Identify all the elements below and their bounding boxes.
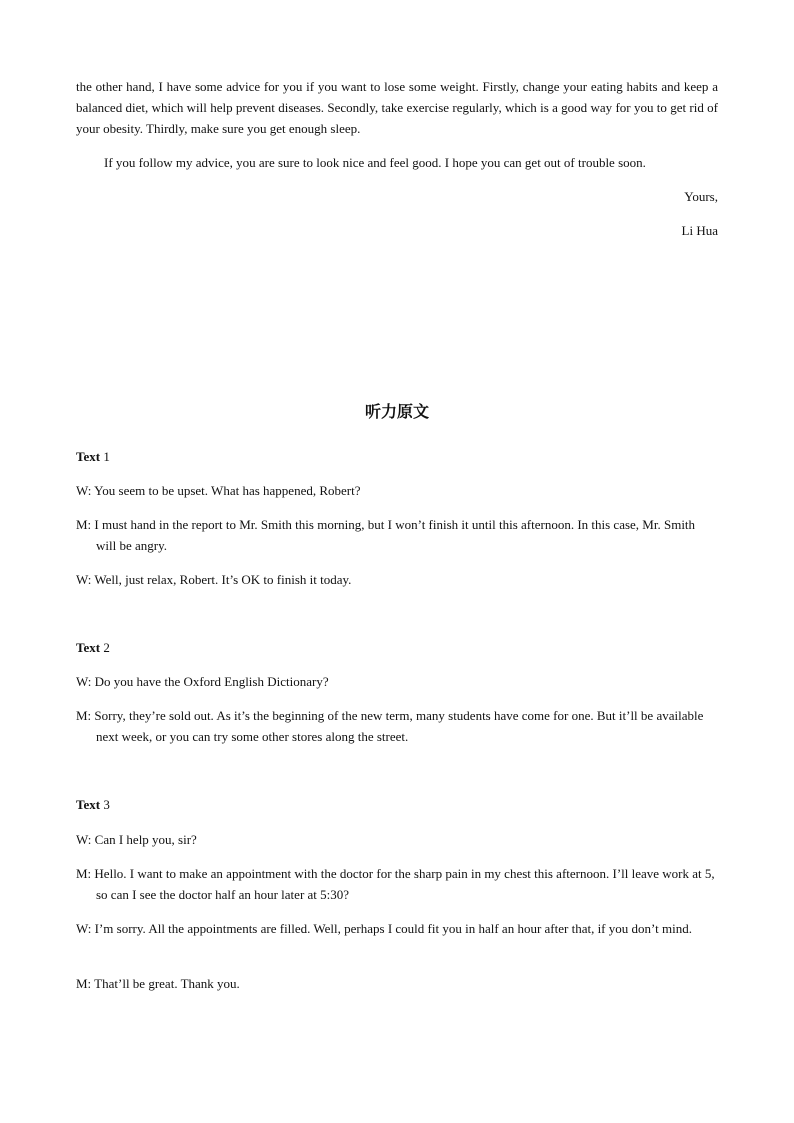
dialogue-line: W: I’m sorry. All the appointments are filled. Well, perhaps I could fit you in half an hour after that, if you don’t mind. <box>76 921 692 936</box>
dialogue-line: W: Well, just relax, Robert. It’s OK to finish it today. <box>76 572 352 587</box>
text-1-label: Text <box>76 449 101 464</box>
dialogue-line: W: You seem to be upset. What has happened, Robert? <box>76 483 361 498</box>
dialogue-line: W: Can I help you, sir? <box>76 832 197 847</box>
letter-signature: Li Hua <box>681 223 718 238</box>
text-1-number: 1 <box>103 449 110 464</box>
dialogue-line: W: Do you have the Oxford English Dictionary? <box>76 674 329 689</box>
dialogue-line: M: I must hand in the report to Mr. Smith this morning, but I won’t finish it until this afternoon. In this case, Mr. Smith will be angry. <box>76 517 696 553</box>
text-3-label: Text <box>76 797 101 812</box>
letter-paragraph-2: If you follow my advice, you are sure to look nice and feel good. I hope you can get out of trouble soon. <box>104 155 646 170</box>
text-3-number: 3 <box>103 797 110 812</box>
dialogue-line: M: Sorry, they’re sold out. As it’s the beginning of the new term, many students have come for one. But it’ll be available next week, or you can try some other stores along the street. <box>76 708 704 744</box>
text-2-label: Text <box>76 640 101 655</box>
text-2-number: 2 <box>103 640 110 655</box>
text-1-heading <box>76 446 110 467</box>
dialogue-line: M: Hello. I want to make an appointment with the doctor for the sharp pain in my chest this afternoon. I’ll leave work at 5, so can I see the doctor half an hour later at 5:30? <box>76 866 715 902</box>
section-title: 听力原文 <box>364 402 429 421</box>
letter-closing: Yours, <box>684 189 718 204</box>
letter-paragraph-1: the other hand, I have some advice for you if you want to lose some weight. Firstly, change your eating habits and keep a balanced diet, which will help prevent diseases. Secondly, take exercise regularly, which is a good way for you to get rid of your obesity. Thirdly, make sure you get enough sleep. <box>76 79 718 136</box>
dialogue-line: M: That’ll be great. Thank you. <box>76 976 240 991</box>
text-3-heading <box>76 794 110 815</box>
text-2-heading <box>76 637 110 658</box>
